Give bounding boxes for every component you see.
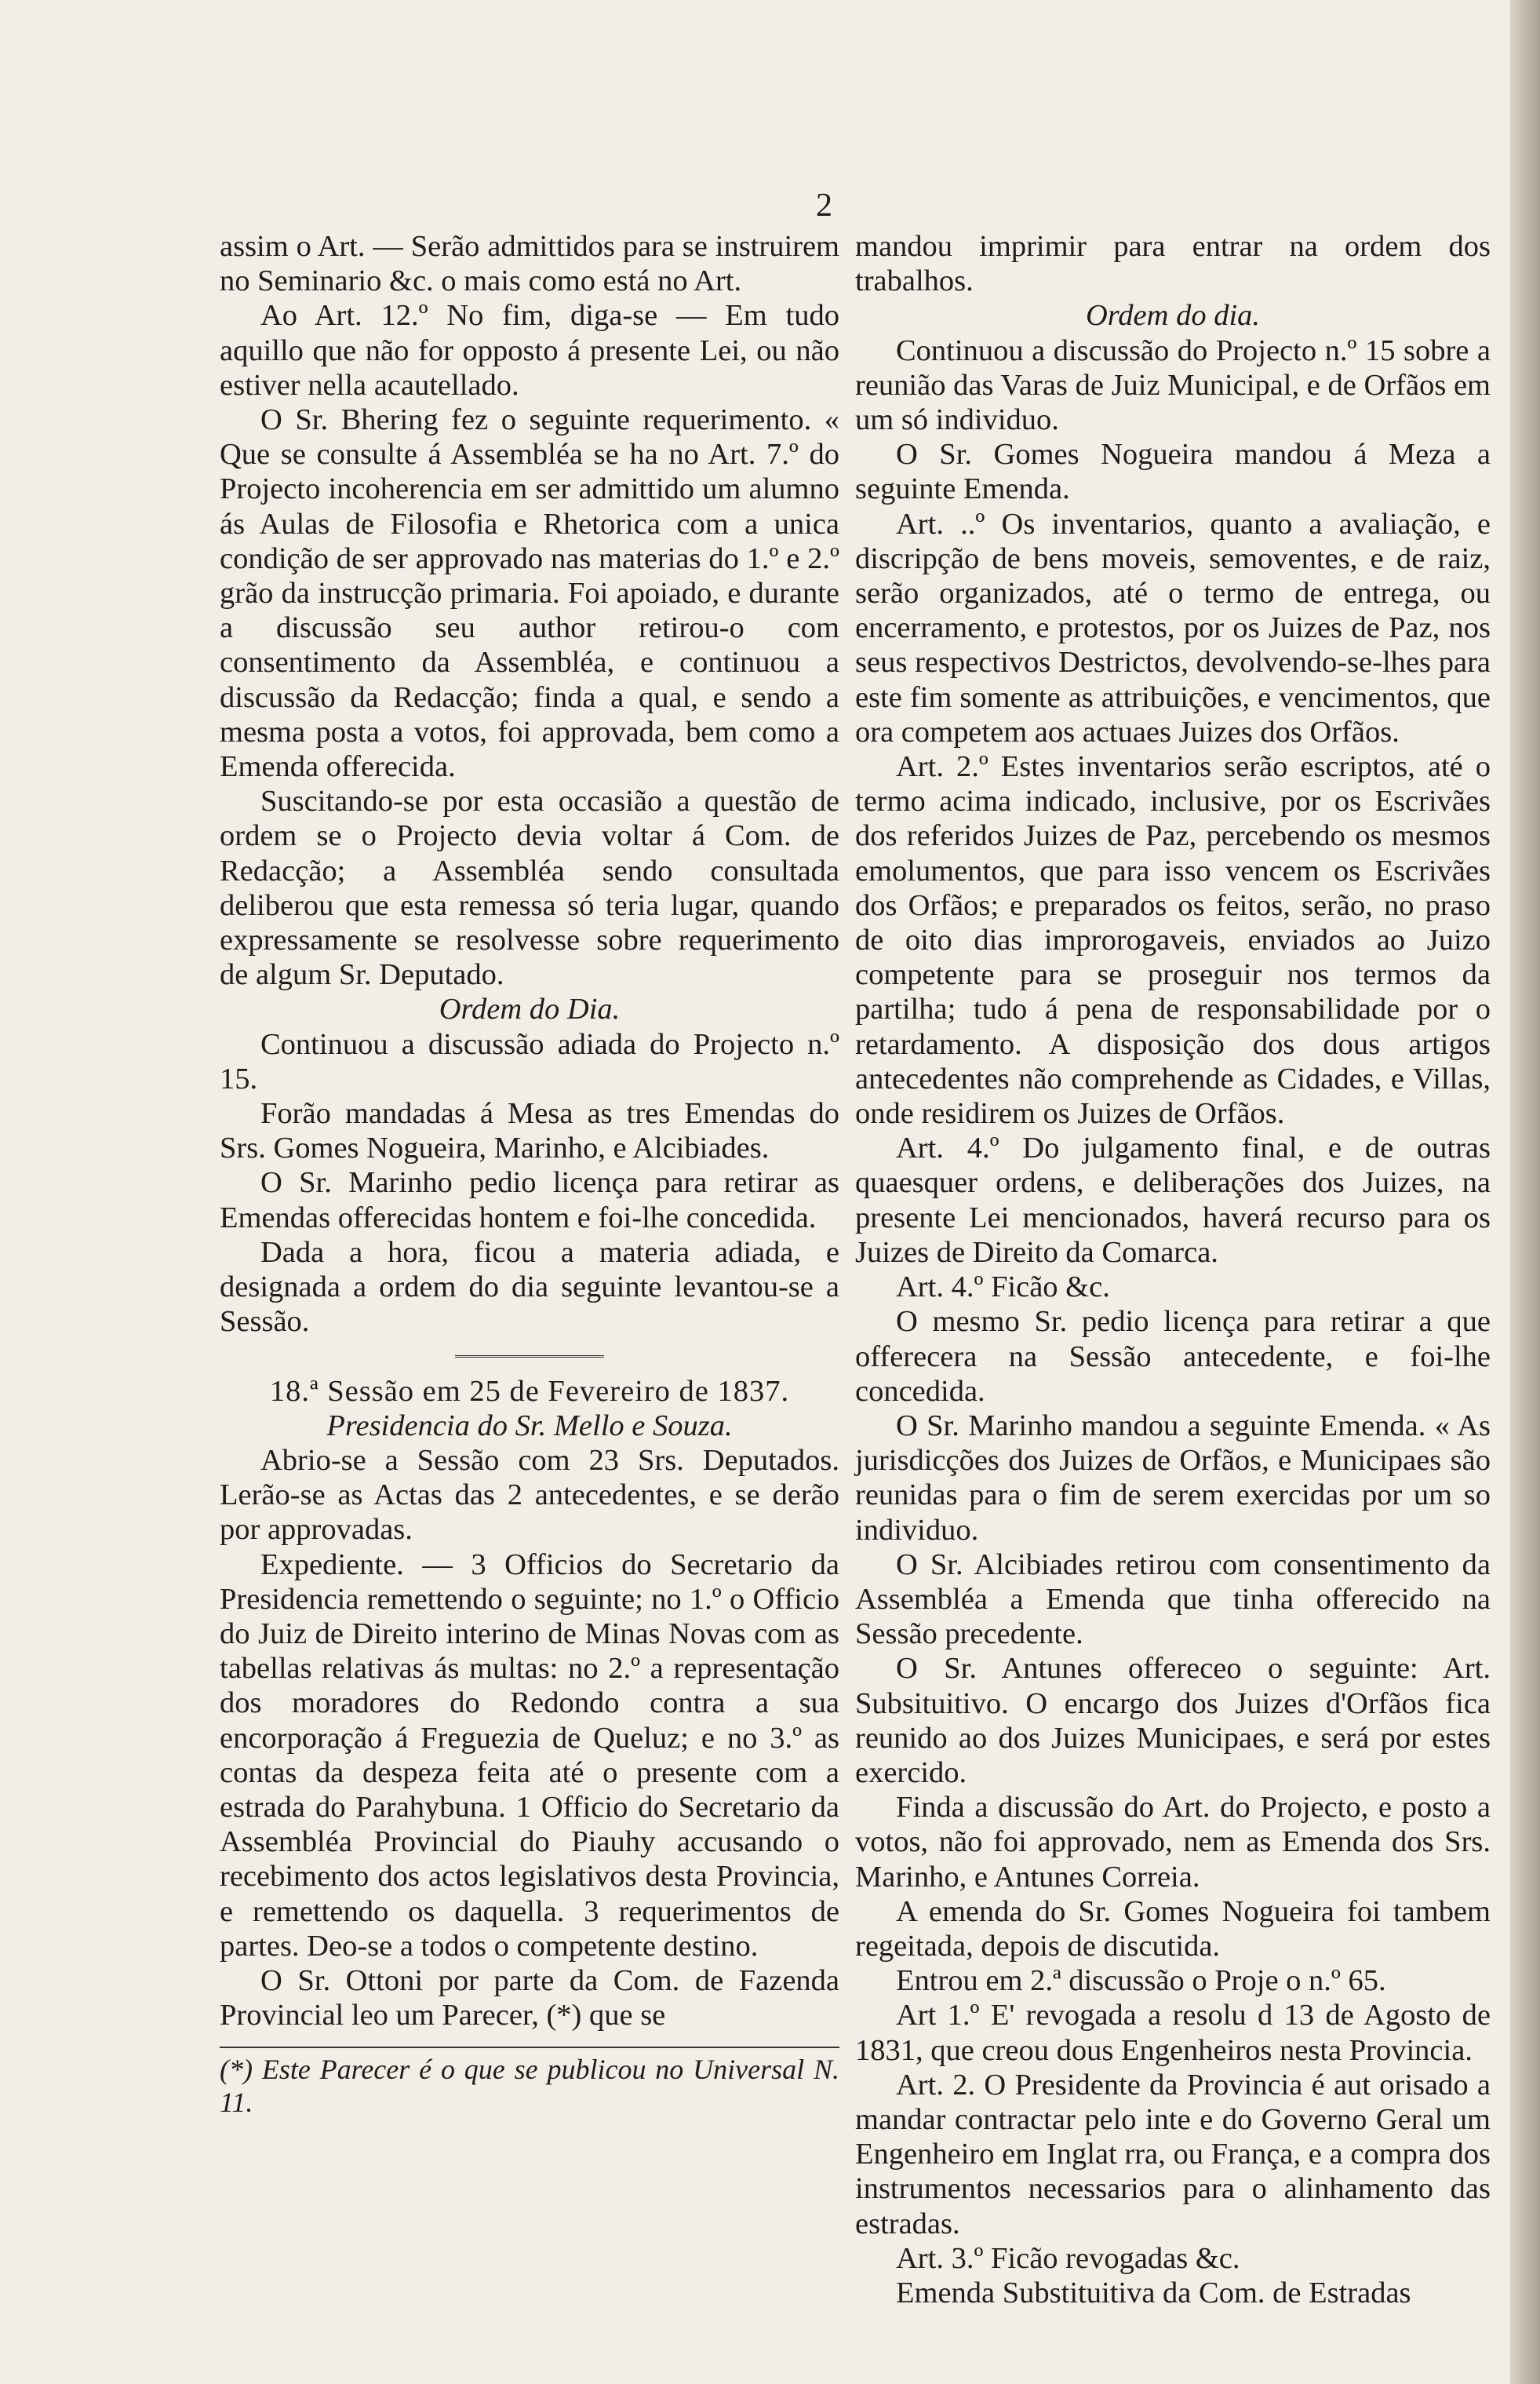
paragraph: Ordem do dia. xyxy=(1085,299,1261,333)
paragraph: Forão mandadas á Mesa as tres Emendas do Srs. Gomes Nogueira, Marinho, e Alcibiades. xyxy=(220,1097,839,1165)
paragraph: assim o Art. — Serão admittidos para se instruirem no Seminario &c. o mais como está no Art. xyxy=(220,230,839,298)
paragraph: Expediente. — 3 Officios do Secretario da Presidencia remettendo o seguinte; no 1.º o Officio do Juiz de Direito interino de Minas Novas com as tabellas relativas ás multas: no 2.º a representação dos moradores do Redondo contra a sua encorporação á Freguezia de Queluz; e no 3.º as contas da despeza feita até o presente com a estrada do Parahybuna. 1 Officio do Secretario da Assembléa Provincial do Piauhy accusando o recebimento dos actos legislativos desta Provincia, e remettendo os daquella. 3 requerimentos de partes. Deo-se a todos o competente destino. xyxy=(220,1547,839,1963)
paragraph: O Sr. Bhering fez o seguinte requerimento. « Que se consulte á Assembléa se ha no Art. 7.º do Projecto incoherencia em ser admittido um alumno ás Aulas de Filosofia e Rhetorica com a unica condição de ser approvado nas materias do 1.º e 2.º grão da instrucção primaria. Foi apoiado, e durante a discussão seu author retirou-o com consentimento da Assembléa, e continuou a discussão da Redacção; finda a qual, e sendo a mesma posta a votos, foi approvada, bem como a Emenda offerecida. xyxy=(220,403,839,784)
paragraph: Ordem do Dia. xyxy=(439,993,621,1026)
paragraph: Dada a hora, ficou a materia adiada, e designada a ordem do dia seguinte levantou-se a Sessão. xyxy=(220,1235,839,1339)
paragraph: Entrou em 2.ª discussão o Proje o n.º 65. xyxy=(896,1964,1386,1998)
paragraph: Art 1.º E' revogada a resolu d 13 de Agosto de 1831, que creou dous Engenheiros nesta Provincia. xyxy=(855,1999,1491,2067)
paragraph: Art. 4.º Ficão &c. xyxy=(896,1270,1110,1304)
section-divider xyxy=(220,1340,839,1374)
presidency-line: Presidencia do Sr. Mello e Souza. xyxy=(326,1409,733,1442)
footnote: (*) Este Parecer é o que se publicou no Universal N. 11. xyxy=(220,2054,839,2119)
paragraph: Art. 2. O Presidente da Provincia é aut orisado a mandar contractar pelo inte e do Governo Geral um Engenheiro em Inglat rra, ou França, e a compra dos instrumentos necessarios para o alinhamento das estradas. xyxy=(855,2068,1491,2240)
paragraph: mandou imprimir para entrar na ordem dos trabalhos. xyxy=(855,230,1491,298)
paragraph: Art. 3.º Ficão revogadas &c. xyxy=(896,2241,1240,2275)
paragraph: Suscitando-se por esta occasião a questão de ordem se o Projecto devia voltar á Com. de Redacção; a Assembléa sendo consultada deliberou que esta remessa só teria lugar, quando expressamente se resolvesse sobre requerimento de algum Sr. Deputado. xyxy=(220,785,839,992)
left-column-text xyxy=(220,229,839,1340)
paragraph: Continuou a discussão do Projecto n.º 15 sobre a reunião das Varas de Juiz Municipal, e de Orfãos em um só individuo. xyxy=(855,334,1491,437)
paragraph: O Sr. Antunes offereceo o seguinte: Art. Subsituitivo. O encargo dos Juizes d'Orfãos fica reunido ao dos Juizes Municipaes, e será por estes exercido. xyxy=(855,1652,1491,1789)
paragraph: Emenda Substituitiva da Com. de Estradas xyxy=(896,2276,1411,2309)
paragraph: Continuou a discussão adiada do Projecto n.º 15. xyxy=(220,1027,839,1095)
paragraph: Art. 2.º Estes inventarios serão escriptos, até o termo acima indicado, inclusive, por os Escrivães dos referidos Juizes de Paz, percebendo os mesmos emolumentos, que para isso vencem os Escrivães dos Orfãos; e preparados os feitos, serão, no praso de oito dias improrogaveis, enviados ao Juizo competente para se proseguir nos termos da partilha; tudo á pena de responsabilidade por o retardamento. A disposição dos dous artigos antecedentes não comprehende as Cidades, e Villas, onde residirem os Juizes de Orfãos. xyxy=(855,750,1491,1131)
paragraph: A emenda do Sr. Gomes Nogueira foi tambem regeitada, depois de discutida. xyxy=(855,1894,1491,1963)
paragraph: Abrio-se a Sessão com 23 Srs. Deputados. Lerão-se as Actas das 2 antecedentes, e se derão por approvadas. xyxy=(220,1443,839,1547)
right-column xyxy=(855,229,1491,2310)
paragraph: O Sr. Ottoni por parte da Com. de Fazenda Provincial leo um Parecer, (*) que se xyxy=(220,1963,839,2032)
left-column-text-2 xyxy=(220,1443,839,2032)
paragraph: O Sr. Marinho mandou a seguinte Emenda. « As jurisdicções dos Juizes de Orfãos, e Municipaes são reunidas para o fim de serem exercidas por um so individuo. xyxy=(855,1409,1491,1547)
footnote-rule xyxy=(220,2047,839,2048)
paragraph: O mesmo Sr. pedio licença para retirar a que offerecera na Sessão antecedente, e foi-lhe concedida. xyxy=(855,1305,1491,1408)
page-edge xyxy=(1510,0,1540,2384)
paragraph: Art. ..º Os inventarios, quanto a avaliação, e discripção de bens moveis, semoventes, e de raiz, serão organizados, até o termo de entrega, ou encerramento, e protestos, por os Juizes de Paz, nos seus respectivos Destrictos, devolvendo-se-lhes para este fim somente as attribuições, e vencimentos, que ora competem aos actuaes Juizes dos Orfãos. xyxy=(855,507,1491,749)
paragraph: Art. 4.º Do julgamento final, e de outras quaesquer ordens, e deliberações dos Juizes, na presente Lei mencionados, haverá recurso para os Juizes de Direito da Comarca. xyxy=(855,1132,1491,1269)
paragraph: Ao Art. 12.º No fim, diga-se — Em tudo aquillo que não for opposto á presente Lei, ou não estiver nella acautellado. xyxy=(220,299,839,402)
paragraph: O Sr. Alcibiades retirou com consentimento da Assembléa a Emenda que tinha offerecido na Sessão precedente. xyxy=(855,1547,1491,1651)
paragraph: O Sr. Marinho pedio licença para retirar as Emendas offerecidas hontem e foi-lhe concedida. xyxy=(220,1166,839,1234)
paragraph: Finda a discussão do Art. do Projecto, e posto a votos, não foi approvado, nem as Emenda dos Srs. Marinho, e Antunes Correia. xyxy=(855,1791,1491,1894)
paragraph: O Sr. Gomes Nogueira mandou á Meza a seguinte Emenda. xyxy=(855,438,1491,506)
session-title: 18.ª Sessão em 25 de Fevereiro de 1837. xyxy=(269,1374,790,1408)
page-number: 2 xyxy=(816,188,832,224)
left-column xyxy=(220,229,839,2119)
